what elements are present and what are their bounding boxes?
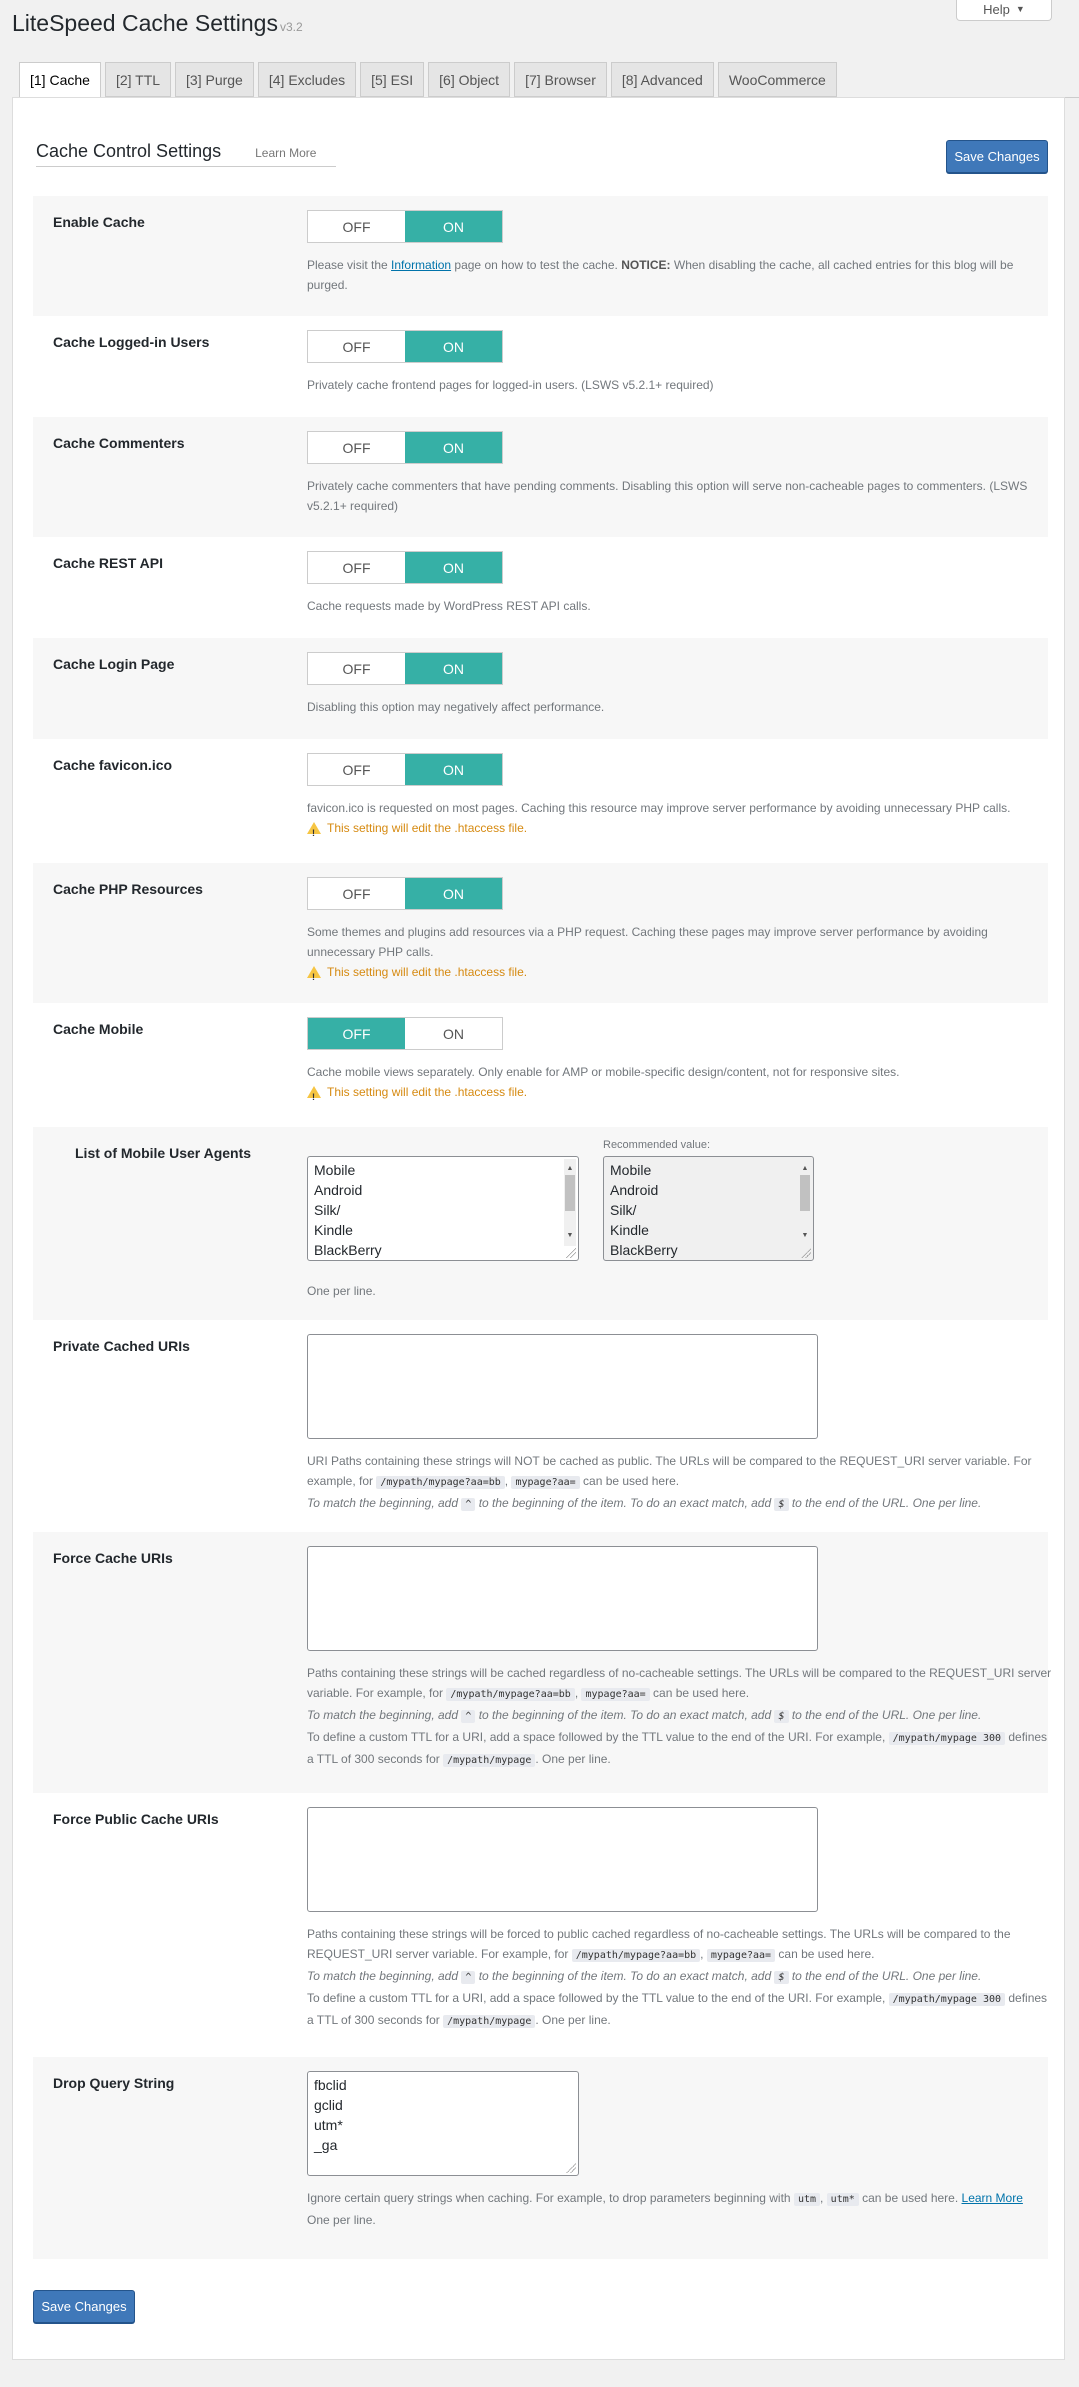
setting-description: Paths containing these strings will be cached regardless of no-cacheable settings. The URLs will be compared to the REQUEST_URI server variable. For example, for /mypath/mypage?aa=bb , mypage?aa= can be used here. To match the beginning, add ^ to the beginning of the item. To do an exact match, add $ to the end of the URL. One per line. To define a custom TTL for a URI, add a space followed by the TTL value to the end of the URI. For example, /mypath/mypage 300 defines a TTL of 300 seconds for /mypath/mypage . One per line. — [307, 1666, 1052, 1766]
row-cache-login-page — [33, 638, 1048, 739]
save-changes-button-top[interactable]: Save Changes — [946, 140, 1048, 173]
row-private-cached-uris — [33, 1320, 1048, 1532]
setting-description: URI Paths containing these strings will NOT be cached as public. The URLs will be compared to the REQUEST_URI server variable. For example, for /mypath/mypage?aa=bb , mypage?aa= can be used here. To match the beginning, add ^ to the beginning of the item. To do an exact match, add $ to the end of the URL. One per line. — [307, 1454, 1032, 1510]
row-cache-logged-in — [33, 316, 1048, 417]
drop-query-string-textarea[interactable]: fbclid gclid utm* _ga — [307, 2071, 579, 2176]
row-mobile-user-agents — [33, 1127, 1048, 1320]
page-title: LiteSpeed Cache Settings v3.2 — [12, 10, 303, 36]
toggle-off[interactable]: OFF — [308, 331, 405, 362]
warning-icon — [307, 966, 321, 978]
setting-description: favicon.ico is requested on most pages. Caching this resource may improve server performance by avoiding unnecessary PHP calls. ! This setting will edit the .htaccess file. — [307, 798, 1052, 838]
setting-label: List of Mobile User Agents — [75, 1145, 252, 1161]
cache-mobile-toggle[interactable] — [307, 1017, 503, 1050]
save-changes-button-bottom[interactable]: Save Changes — [33, 2290, 135, 2323]
tab-ttl[interactable]: [2] TTL — [105, 62, 171, 97]
setting-label: Cache REST API — [53, 555, 163, 571]
cache-php-resources-toggle[interactable] — [307, 877, 503, 910]
toggle-off[interactable]: OFF — [308, 552, 405, 583]
cache-commenters-toggle[interactable] — [307, 431, 503, 464]
row-cache-php-resources — [33, 863, 1048, 1003]
htaccess-warning: ! This setting will edit the .htaccess file. — [307, 818, 1052, 838]
setting-description: Privately cache frontend pages for logged-in users. (LSWS v5.2.1+ required) — [307, 378, 714, 392]
enable-cache-toggle[interactable] — [307, 210, 503, 243]
toggle-off[interactable]: OFF — [308, 432, 405, 463]
recommended-label: Recommended value: — [603, 1139, 711, 1151]
tab-browser[interactable]: [7] Browser — [514, 62, 607, 97]
setting-description: Please visit the Information page on how to test the cache. NOTICE: When disabling the cache, all cached entries for this blog will be purged. — [307, 258, 1014, 292]
tab-cache[interactable]: [1] Cache — [19, 62, 101, 98]
toggle-on[interactable]: ON — [405, 552, 502, 583]
row-drop-query-string — [33, 2057, 1048, 2259]
tab-advanced[interactable]: [8] Advanced — [611, 62, 714, 97]
toggle-off[interactable]: OFF — [308, 1018, 405, 1049]
mobile-agents-textarea[interactable]: Mobile Android Silk/ Kindle BlackBerry ▲ ▼ — [307, 1156, 579, 1261]
cache-login-page-toggle[interactable] — [307, 652, 503, 685]
tab-purge[interactable]: [3] Purge — [175, 62, 254, 97]
setting-label: Cache Logged-in Users — [53, 334, 210, 350]
resize-handle-icon[interactable] — [801, 1248, 811, 1258]
toggle-on[interactable]: ON — [405, 754, 502, 785]
toggle-off[interactable]: OFF — [308, 754, 405, 785]
toggle-off[interactable]: OFF — [308, 878, 405, 909]
warning-icon — [307, 1086, 321, 1098]
tab-esi[interactable]: [5] ESI — [360, 62, 424, 97]
settings-panel — [12, 97, 1065, 2360]
row-cache-rest-api — [33, 537, 1048, 638]
private-cached-uris-textarea[interactable] — [307, 1334, 818, 1439]
setting-label: Cache Login Page — [53, 656, 175, 672]
help-button[interactable]: Help ▼ — [956, 0, 1052, 21]
chevron-down-icon: ▼ — [1015, 4, 1025, 14]
tab-excludes[interactable]: [4] Excludes — [258, 62, 356, 97]
setting-description: Ignore certain query strings when caching. For example, to drop parameters beginning with utm , utm* can be used here. Learn More One per line. — [307, 2191, 1023, 2227]
setting-label: Cache favicon.ico — [53, 757, 173, 773]
row-cache-favicon — [33, 739, 1048, 863]
setting-label: Cache Commenters — [53, 435, 185, 451]
toggle-on[interactable]: ON — [405, 1018, 502, 1049]
row-force-public-cache-uris — [33, 1793, 1048, 2057]
learn-more-link[interactable]: Learn More — [961, 2191, 1023, 2205]
section-heading — [36, 141, 336, 167]
toggle-on[interactable]: ON — [405, 211, 502, 242]
toggle-off[interactable]: OFF — [308, 653, 405, 684]
scrollbar[interactable]: ▲ ▼ — [564, 1159, 576, 1246]
row-cache-mobile — [33, 1003, 1048, 1127]
setting-label: Private Cached URIs — [53, 1338, 190, 1354]
information-link[interactable]: Information — [391, 258, 452, 272]
settings-tabs — [19, 62, 1079, 98]
setting-description: Cache mobile views separately. Only enable for AMP or mobile-specific design/content, not for responsive sites. ! This setting will edit the .htaccess file. — [307, 1062, 1052, 1102]
resize-handle-icon[interactable] — [566, 2163, 576, 2173]
setting-label: Force Public Cache URIs — [53, 1811, 219, 1827]
htaccess-warning: ! This setting will edit the .htaccess file. — [307, 1082, 1052, 1102]
setting-description: Disabling this option may negatively affect performance. — [307, 700, 605, 714]
learn-more-link[interactable]: Learn More — [255, 146, 317, 160]
resize-handle-icon[interactable] — [566, 1248, 576, 1258]
htaccess-warning: ! This setting will edit the .htaccess file. — [307, 962, 1052, 982]
scrollbar[interactable]: ▲ ▼ — [799, 1159, 811, 1246]
setting-description: Some themes and plugins add resources via a PHP request. Caching these pages may improve server performance by avoiding unnecessary PHP calls. ! This setting will edit the .htaccess file. — [307, 922, 1052, 982]
force-public-cache-uris-textarea[interactable] — [307, 1807, 818, 1912]
cache-logged-in-toggle[interactable] — [307, 330, 503, 363]
force-cache-uris-textarea[interactable] — [307, 1546, 818, 1651]
warning-icon — [307, 822, 321, 834]
setting-description: One per line. — [307, 1284, 376, 1298]
setting-label: Cache PHP Resources — [53, 881, 203, 897]
toggle-on[interactable]: ON — [405, 432, 502, 463]
version-label: v3.2 — [279, 20, 303, 34]
row-enable-cache — [33, 196, 1048, 316]
cache-rest-api-toggle[interactable] — [307, 551, 503, 584]
toggle-on[interactable]: ON — [405, 653, 502, 684]
setting-label: Force Cache URIs — [53, 1550, 173, 1566]
setting-description: Paths containing these strings will be forced to public cached regardless of no-cacheable settings. The URLs will be compared to the REQUEST_URI server variable. For example, for /mypath/mypage?aa=bb , mypage?aa= can be used here. To match the beginning, add ^ to the beginning of the item. To do an exact match, add $ to the end of the URL. One per line. To define a custom TTL for a URI, add a space followed by the TTL value to the end of the URI. For example, /mypath/mypage 300 defines a TTL of 300 seconds for /mypath/mypage . One per line. — [307, 1927, 1048, 2027]
section-title: Cache Control Settings — [36, 141, 222, 161]
tab-object[interactable]: [6] Object — [428, 62, 510, 97]
toggle-on[interactable]: ON — [405, 331, 502, 362]
toggle-on[interactable]: ON — [405, 878, 502, 909]
setting-label: Drop Query String — [53, 2075, 175, 2091]
setting-description: Cache requests made by WordPress REST API calls. — [307, 599, 591, 613]
setting-label: Enable Cache — [53, 214, 145, 230]
row-cache-commenters — [33, 417, 1048, 537]
cache-favicon-toggle[interactable] — [307, 753, 503, 786]
setting-label: Cache Mobile — [53, 1021, 144, 1037]
tab-woocommerce[interactable]: WooCommerce — [718, 62, 837, 97]
row-force-cache-uris — [33, 1532, 1052, 1793]
setting-description: Privately cache commenters that have pending comments. Disabling this option will serve non-cacheable pages to commenters. (LSWS v5.2.1+ required) — [307, 479, 1028, 513]
toggle-off[interactable]: OFF — [308, 211, 405, 242]
recommended-agents-textarea[interactable]: Mobile Android Silk/ Kindle BlackBerry ▲ ▼ — [603, 1156, 814, 1261]
